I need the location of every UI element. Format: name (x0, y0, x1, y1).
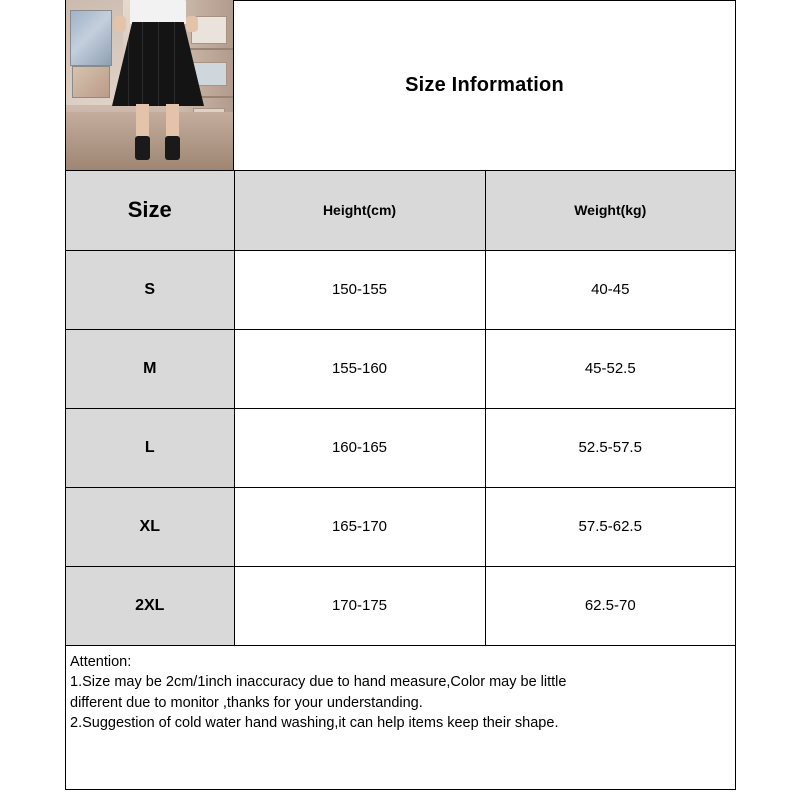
column-header-height: Height(cm) (234, 171, 485, 250)
cell-size: XL (66, 487, 234, 566)
cell-size: L (66, 408, 234, 487)
size-chart-sheet (65, 0, 736, 790)
size-table (66, 171, 735, 646)
cell-size: 2XL (66, 566, 234, 645)
model-sock-right (165, 136, 180, 160)
attention-note (66, 646, 735, 734)
attention-line-1: 1.Size may be 2cm/1inch inaccuracy due to hand measure,Color may be little (70, 674, 567, 691)
cell-weight: 40-45 (485, 250, 735, 329)
table-row (66, 566, 735, 645)
skirt-pleat (142, 22, 143, 106)
page-title: Size Information (405, 74, 564, 96)
cell-size: M (66, 329, 234, 408)
product-photo (66, 0, 234, 170)
model-shirt (130, 0, 186, 24)
attention-heading: Attention: (70, 653, 132, 670)
skirt-pleat (128, 22, 129, 106)
cell-size: S (66, 250, 234, 329)
model-hand-left (114, 16, 126, 32)
cell-height: 165-170 (234, 487, 485, 566)
title-area (234, 1, 735, 170)
cell-height: 170-175 (234, 566, 485, 645)
cell-weight: 52.5-57.5 (485, 408, 735, 487)
skirt-pleat (158, 22, 159, 106)
column-header-weight: Weight(kg) (485, 171, 735, 250)
table-row (66, 250, 735, 329)
table-row (66, 329, 735, 408)
skirt-pleat (174, 22, 175, 106)
cell-height: 150-155 (234, 250, 485, 329)
table-body (66, 250, 735, 645)
model-sock-left (135, 136, 150, 160)
model-hand-right (186, 16, 198, 32)
column-header-size: Size (66, 171, 234, 250)
cell-weight: 57.5-62.5 (485, 487, 735, 566)
photo-poster (70, 10, 112, 66)
table-row (66, 408, 735, 487)
cell-height: 155-160 (234, 329, 485, 408)
table-header (66, 171, 735, 250)
attention-line-3: 2.Suggestion of cold water hand washing,it can help items keep their shape. (70, 715, 559, 732)
cell-weight: 45-52.5 (485, 329, 735, 408)
table-row (66, 487, 735, 566)
cell-height: 160-165 (234, 408, 485, 487)
header-band (66, 1, 735, 171)
table-header-row (66, 171, 735, 250)
photo-poster-secondary (72, 66, 110, 98)
cell-weight: 62.5-70 (485, 566, 735, 645)
attention-line-2: different due to monitor ,thanks for your understanding. (70, 694, 423, 711)
